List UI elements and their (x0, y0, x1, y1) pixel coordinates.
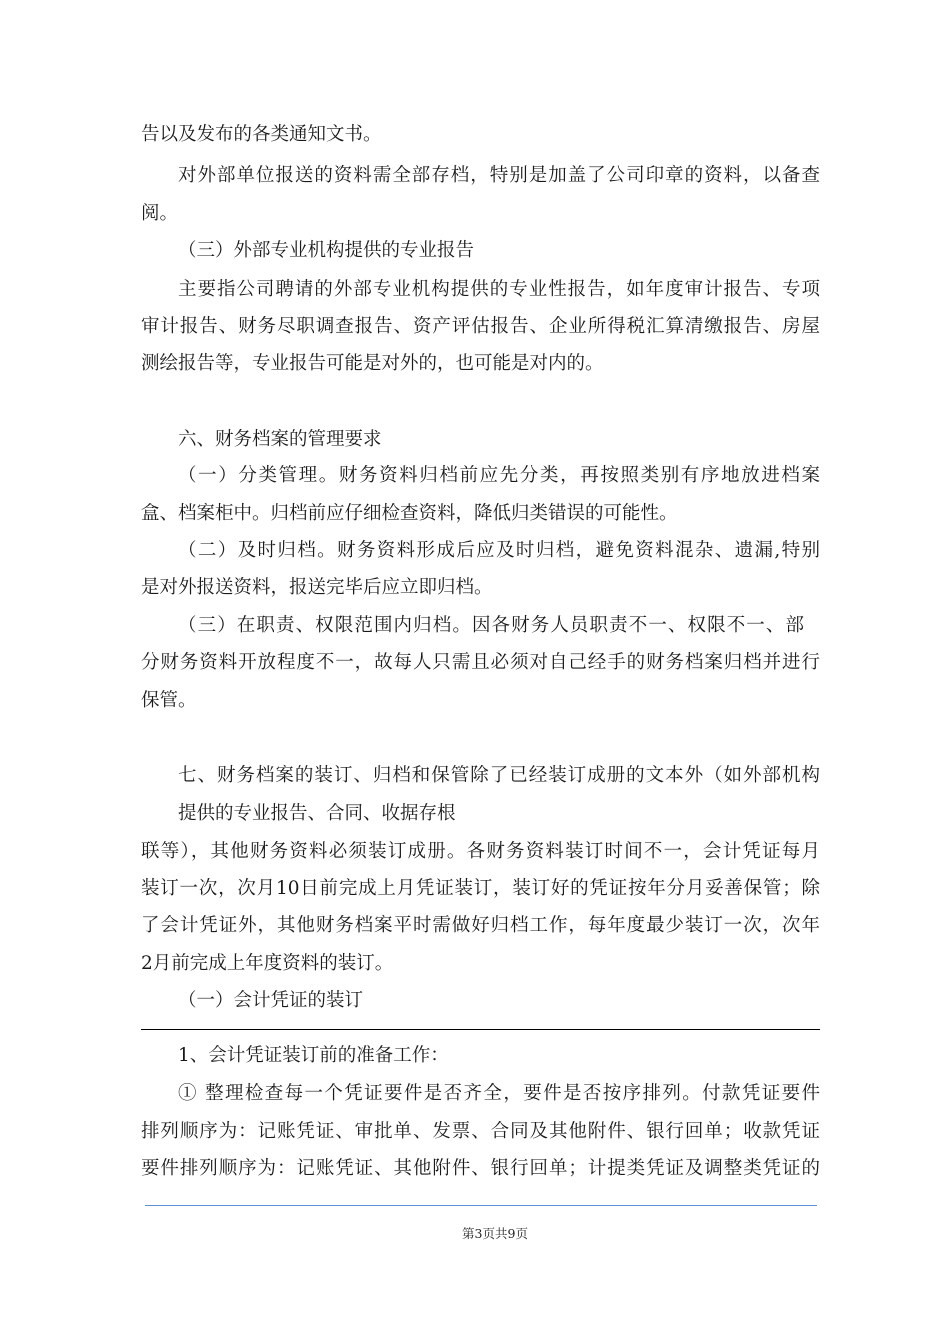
section-heading: 七、财务档案的装订、归档和保管除了已经装订成册的文本外（如外部机构 (178, 765, 820, 786)
text-line: 告以及发布的各类通知文书。 (141, 124, 382, 145)
section-divider (141, 1029, 820, 1030)
text-line: 装订一次，次月10日前完成上月凭证装订，装订好的凭证按年分月妥善保管；除 (141, 878, 820, 899)
text-line: （一）分类管理。财务资料归档前应先分类，再按照类别有序地放进档案 (178, 465, 820, 486)
subheading: （三）外部专业机构提供的专业报告 (178, 240, 475, 261)
section-heading: 六、财务档案的管理要求 (178, 429, 382, 450)
text-line: 盒、档案柜中。归档前应仔细检查资料，降低归类错误的可能性。 (141, 503, 678, 524)
text-line: 要件排列顺序为：记账凭证、其他附件、银行回单；计提类凭证及调整类凭证的 (141, 1158, 820, 1179)
text-line: 对外部单位报送的资料需全部存档，特别是加盖了公司印章的资料，以备查 (178, 165, 820, 186)
text-line: ① 整理检查每一个凭证要件是否齐全，要件是否按序排列。付款凭证要件 (178, 1083, 820, 1104)
text-line: 排列顺序为：记账凭证、审批单、发票、合同及其他附件、银行回单；收款凭证 (141, 1121, 820, 1142)
text-line: 分财务资料开放程度不一，故每人只需且必须对自己经手的财务档案归档并进行 (141, 652, 820, 673)
text-line: 是对外报送资料，报送完毕后应立即归档。 (141, 577, 493, 598)
text-line: 1、会计凭证装订前的准备工作： (178, 1045, 449, 1066)
text-line: 2月前完成上年度资料的装订。 (141, 953, 394, 974)
text-line: 主要指公司聘请的外部专业机构提供的专业性报告，如年度审计报告、专项 (178, 279, 820, 300)
text-line: 审计报告、财务尽职调查报告、资产评估报告、企业所得税汇算清缴报告、房屋 (141, 316, 820, 337)
text-line: 联等），其他财务资料必须装订成册。各财务资料装订时间不一，会计凭证每月 (141, 841, 820, 862)
text-line: 测绘报告等，专业报告可能是对外的，也可能是对内的。 (141, 353, 604, 374)
subheading: （一）会计凭证的装订 (178, 990, 364, 1011)
text-line: （三）在职责、权限范围内归档。因各财务人员职责不一、权限不一、部 (178, 615, 804, 636)
text-line: 保管。 (141, 690, 197, 711)
text-line: 提供的专业报告、合同、收据存根 (178, 803, 456, 824)
footer-divider (145, 1205, 817, 1206)
text-line: 阅。 (141, 203, 179, 224)
text-line: （二）及时归档。财务资料形成后应及时归档，避免资料混杂、遗漏,特别 (178, 540, 820, 561)
text-line: 了会计凭证外，其他财务档案平时需做好归档工作，每年度最少装订一次，次年 (141, 915, 820, 936)
page-number: 第3页共9页 (462, 1226, 528, 1241)
